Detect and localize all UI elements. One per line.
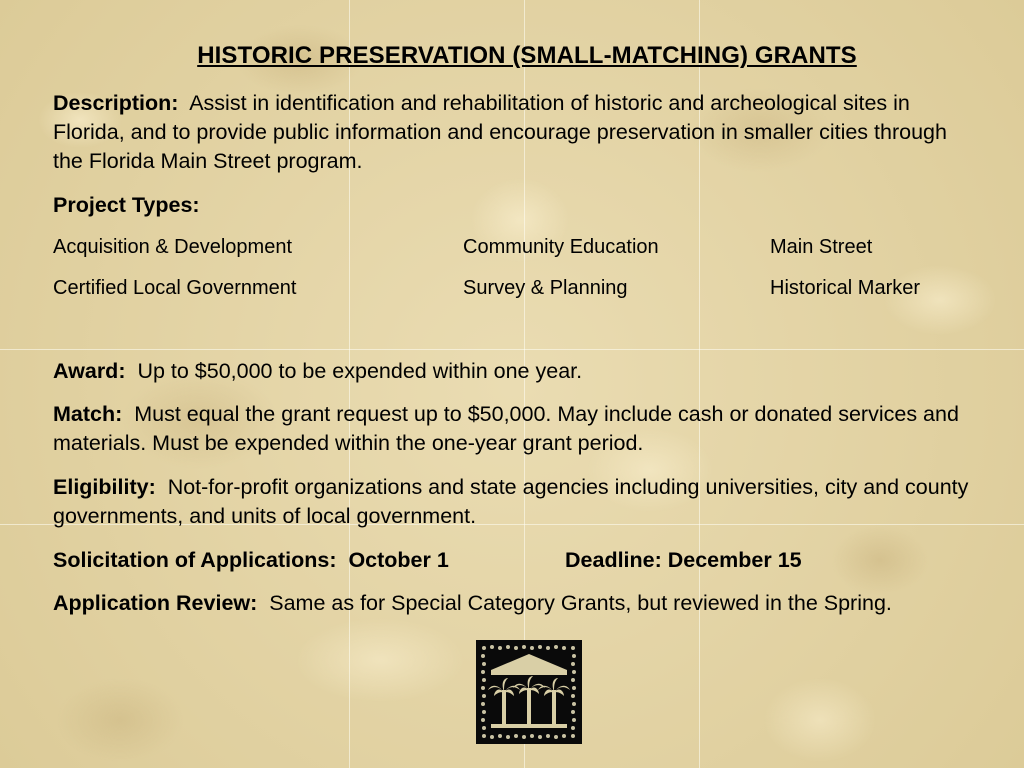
solicitation-date: October 1 bbox=[348, 548, 449, 572]
project-type-item: Certified Local Government bbox=[53, 277, 297, 299]
palm-tree-building-icon bbox=[476, 640, 582, 744]
solicitation-section bbox=[53, 546, 978, 575]
deadline-text: Deadline: December 15 bbox=[565, 548, 802, 572]
description-text: Assist in identification and rehabilitation of historic and archeological sites in Florida, and to provide public information and encourage preservation in smaller cities through the Florida Main Street program. bbox=[53, 91, 947, 173]
project-type-item: Main Street bbox=[770, 236, 873, 258]
description-label: Description: bbox=[53, 91, 179, 115]
page-title: HISTORIC PRESERVATION (SMALL-MATCHING) GRANTS bbox=[197, 42, 857, 69]
review-section bbox=[53, 589, 978, 618]
eligibility-label: Eligibility: bbox=[53, 475, 156, 499]
project-type-item: Acquisition & Development bbox=[53, 236, 293, 258]
project-types-heading bbox=[53, 191, 978, 220]
project-type-item: Historical Marker bbox=[770, 277, 921, 299]
match-text: Must equal the grant request up to $50,000. May include cash or donated services and materials. Must be expended within the one-year grant period. bbox=[53, 402, 959, 455]
project-types-label: Project Types: bbox=[53, 193, 200, 217]
award-text: Up to $50,000 to be expended within one year. bbox=[137, 359, 583, 383]
award-label: Award: bbox=[53, 359, 126, 383]
project-type-item: Community Education bbox=[463, 236, 659, 258]
match-label: Match: bbox=[53, 402, 123, 426]
background-grid-line bbox=[0, 349, 1024, 350]
description-section bbox=[53, 89, 978, 176]
project-type-item: Survey & Planning bbox=[463, 277, 628, 299]
review-label: Application Review: bbox=[53, 591, 258, 615]
eligibility-section bbox=[53, 473, 978, 531]
review-text: Same as for Special Category Grants, but reviewed in the Spring. bbox=[269, 591, 892, 615]
eligibility-text: Not-for-profit organizations and state agencies including universities, city and county governments, and units of local government. bbox=[53, 475, 969, 528]
match-section bbox=[53, 400, 978, 458]
award-section bbox=[53, 357, 978, 386]
solicitation-label: Solicitation of Applications: bbox=[53, 548, 337, 572]
